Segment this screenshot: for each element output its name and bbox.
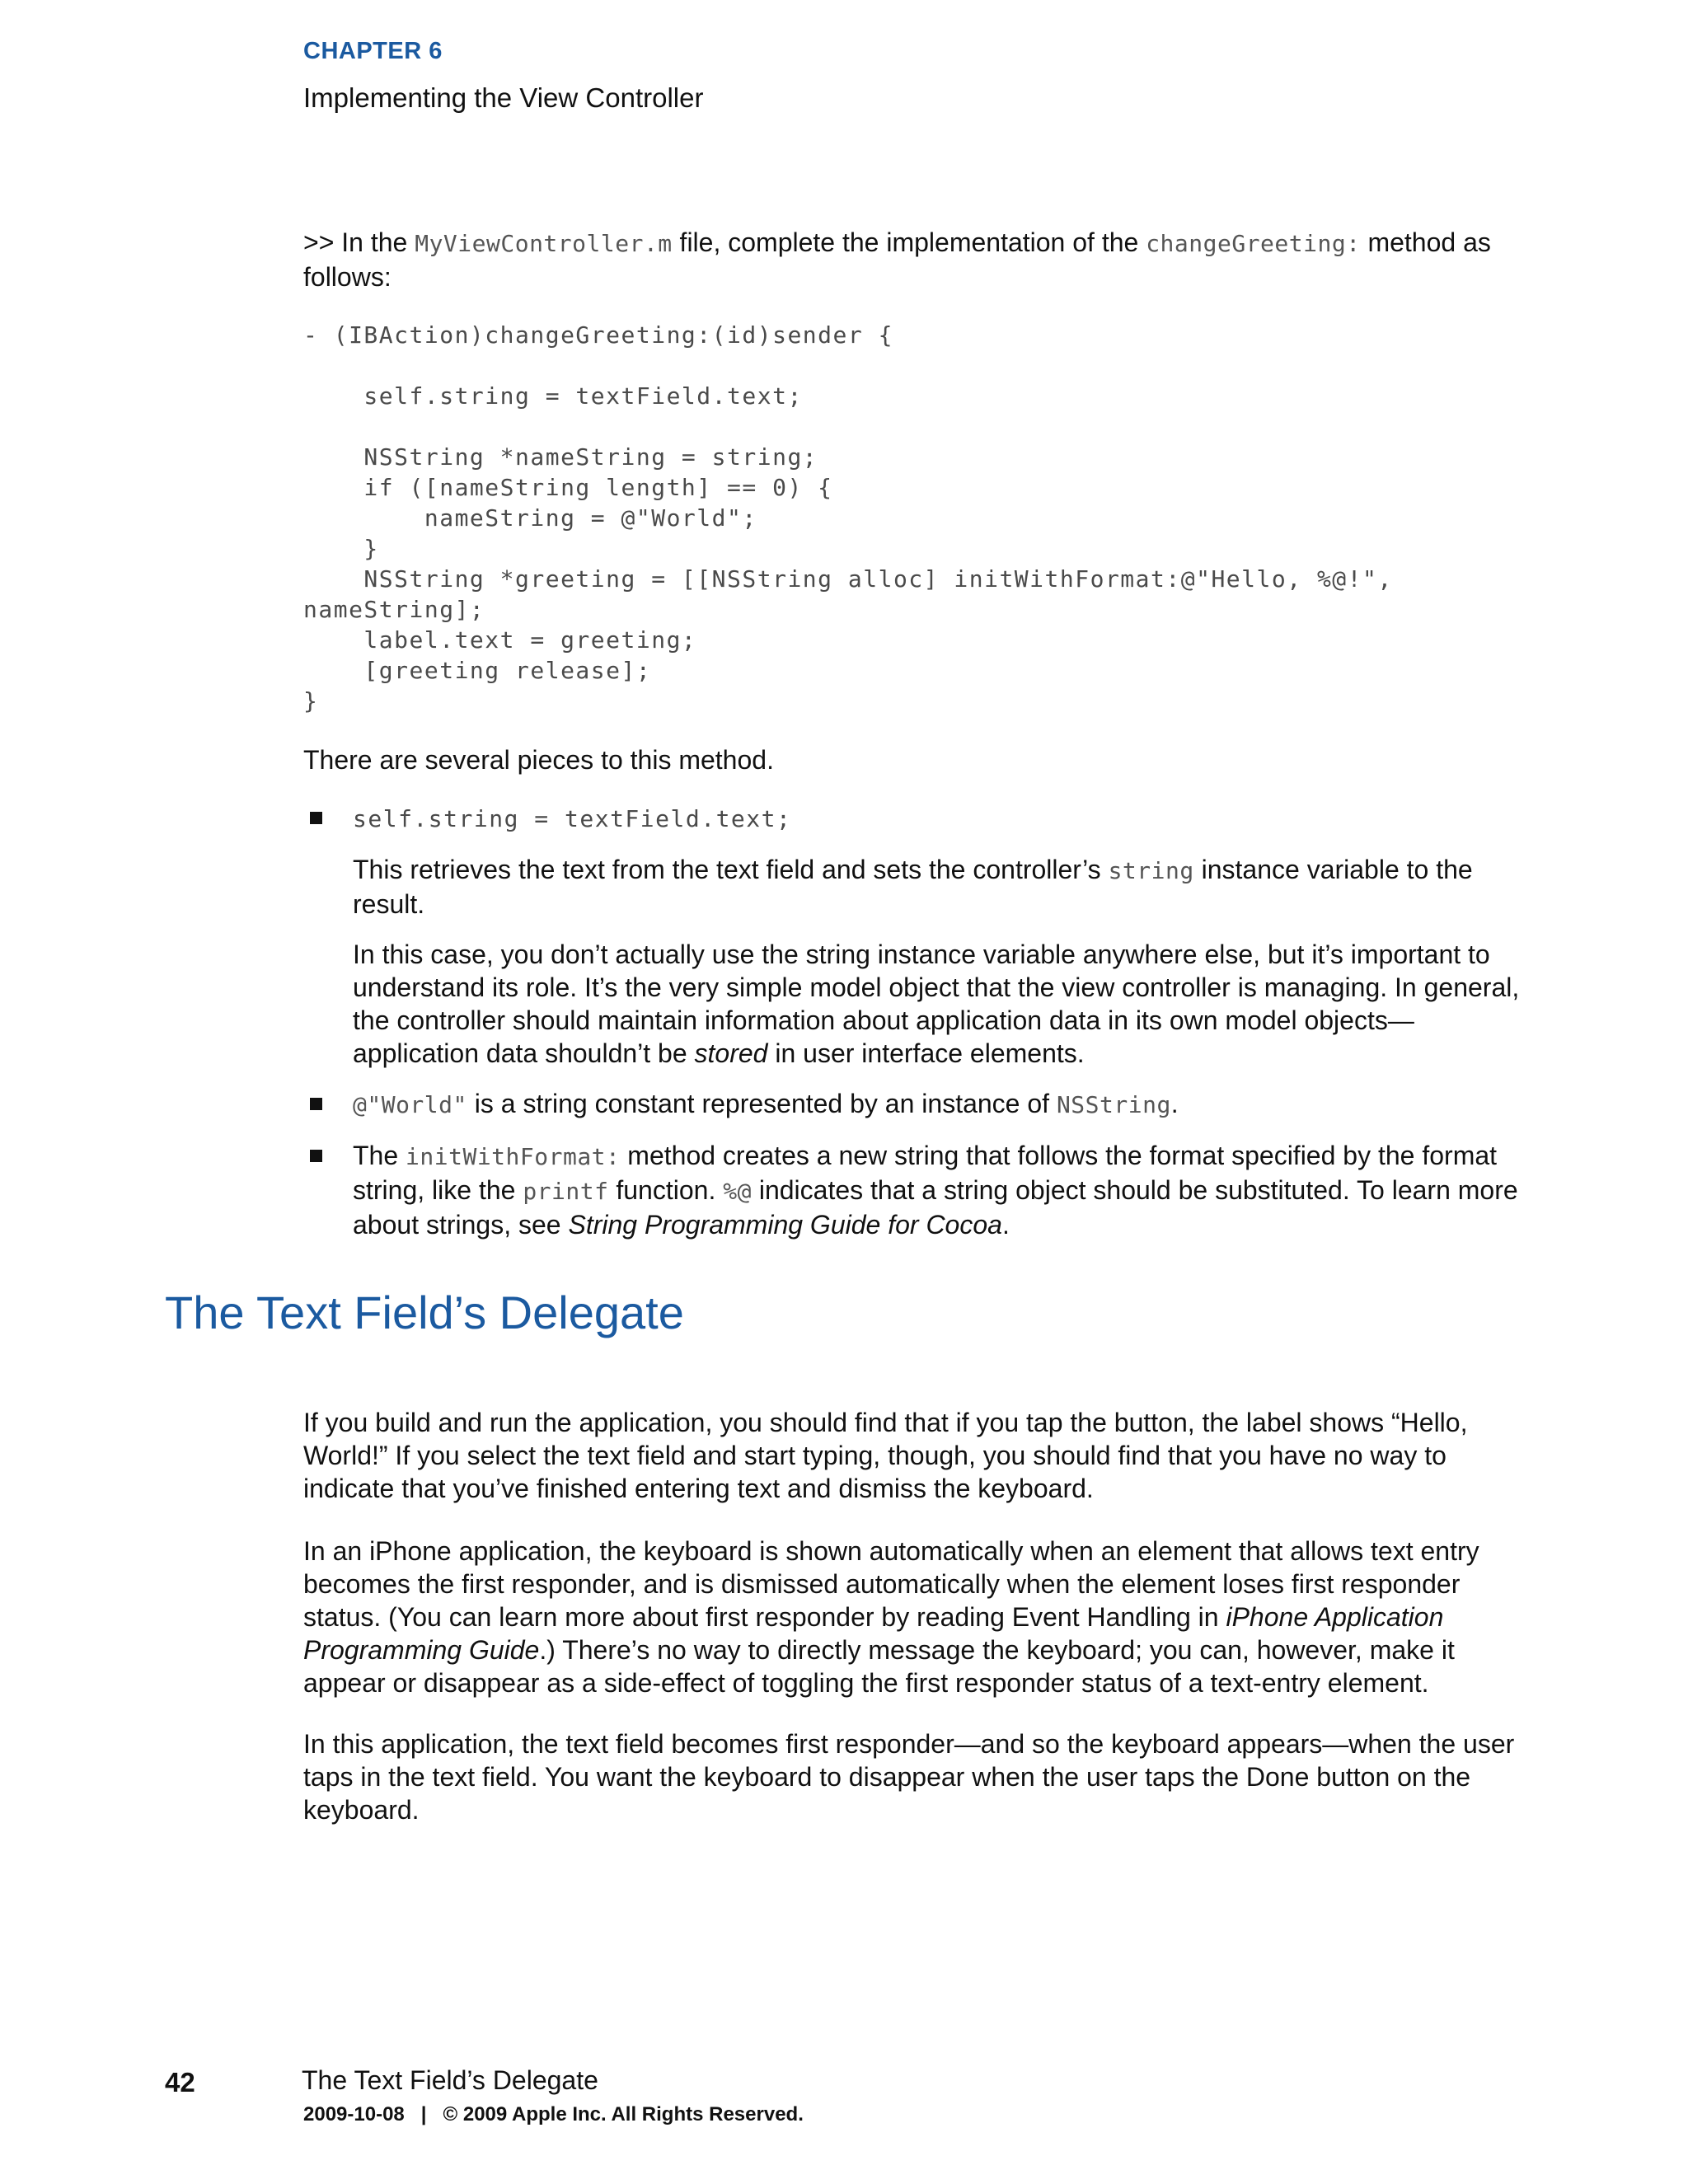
chapter-title: Implementing the View Controller bbox=[303, 82, 704, 113]
text-span: function. bbox=[608, 1175, 724, 1205]
text-span: This retrieves the text from the text field and sets the controller’s bbox=[353, 855, 1109, 884]
bullet-item-self-string bbox=[303, 801, 1523, 1070]
pieces-intro: There are several pieces to this method. bbox=[303, 745, 774, 775]
printf-code: printf bbox=[523, 1178, 609, 1205]
file-name-code: MyViewController.m bbox=[415, 230, 673, 257]
instruction-prefix: >> In the bbox=[303, 227, 415, 257]
bullet-desc-retrieves bbox=[353, 853, 1523, 921]
format-specifier-code: %@ bbox=[723, 1178, 752, 1205]
bullet-item-initwithformat bbox=[303, 1139, 1523, 1241]
world-literal-code: @"World" bbox=[353, 1091, 467, 1118]
section-paragraph-2 bbox=[303, 1535, 1523, 1699]
text-span: . bbox=[1170, 1089, 1179, 1118]
section-heading: The Text Field’s Delegate bbox=[165, 1286, 684, 1338]
page-number: 42 bbox=[165, 2067, 195, 2097]
footer-copyright: 2009-10-08 | © 2009 Apple Inc. All Rights Reserved. bbox=[303, 2103, 804, 2125]
instruction-mid: file, complete the implementation of the bbox=[672, 227, 1146, 257]
bullet-desc-model-object bbox=[353, 938, 1523, 1070]
iphone-guide-reference: iPhone Application Programming Guide bbox=[303, 1602, 1444, 1665]
section-paragraph-1: If you build and run the application, you should find that if you tap the button, the label shows “Hello, World!” If you select the text field and start typing, though, you should find that you have no way to indicate that you’ve finished entering text and dismiss the keyboard. bbox=[303, 1408, 1468, 1503]
string-code: string bbox=[1108, 857, 1194, 884]
string-guide-reference: String Programming Guide for Cocoa bbox=[568, 1210, 1002, 1240]
text-span: is a string constant represented by an instance of bbox=[467, 1089, 1057, 1118]
text-span: In an iPhone application, the keyboard is shown automatically when an element that allows text entry becomes the first responder, and is dismissed automatically when the element loses first responder status. (You can learn more about first responder by reading Event Handling in bbox=[303, 1536, 1479, 1632]
text-span: in user interface elements. bbox=[767, 1038, 1085, 1068]
text-span: In this case, you don’t actually use the string instance variable anywhere else, but it’s important to understand its role. It’s the very simple model object that the view controller is managing. In general, the controller should maintain information about application data in its own model objects—application data shouldn’t be bbox=[353, 940, 1520, 1068]
bullet-list bbox=[303, 801, 1523, 1258]
code-listing: - (IBAction)changeGreeting:(id)sender { self.string = textField.text; NSString *nameString = string; if ([nameString length] == 0) { nameString = @"World"; } NSString *greeting = [[NSString alloc] initWithFormat:@"Hello, %@!", nameString]; label.text = greeting; [greeting release]; } bbox=[303, 321, 1393, 715]
text-span: indicates that a string object should be substituted. To learn more about strings, see bbox=[353, 1175, 1518, 1240]
square-bullet-icon bbox=[310, 1098, 322, 1110]
chapter-label: CHAPTER 6 bbox=[303, 38, 443, 64]
footer-title: The Text Field’s Delegate bbox=[302, 2065, 598, 2095]
square-bullet-icon bbox=[310, 812, 322, 824]
initwithformat-code: initWithFormat: bbox=[406, 1143, 621, 1170]
emphasis-stored: stored bbox=[694, 1038, 768, 1068]
text-span: method creates a new string that follows the format specified by the format string, like the bbox=[353, 1141, 1498, 1205]
text-span: . bbox=[1001, 1210, 1010, 1240]
square-bullet-icon bbox=[310, 1150, 322, 1162]
section-paragraph-3: In this application, the text field becomes first responder—and so the keyboard appears—when the user taps in the text field. You want the keyboard to disappear when the user taps the Done button on the keyboard. bbox=[303, 1729, 1515, 1825]
bullet-code-self-string: self.string = textField.text; bbox=[353, 805, 792, 832]
nsstring-code: NSString bbox=[1056, 1091, 1171, 1118]
text-span: instance variable to the result. bbox=[353, 855, 1473, 919]
bullet-item-world-constant bbox=[303, 1087, 1523, 1122]
text-span: .) There’s no way to directly message the keyboard; you can, however, make it appear or disappear as a side-effect of toggling the first responder status of a text-entry element. bbox=[303, 1635, 1455, 1698]
method-name-code: changeGreeting: bbox=[1146, 230, 1361, 257]
instruction-paragraph bbox=[303, 226, 1523, 293]
text-span: The bbox=[353, 1141, 406, 1170]
instruction-suffix: method as follows: bbox=[303, 227, 1491, 292]
